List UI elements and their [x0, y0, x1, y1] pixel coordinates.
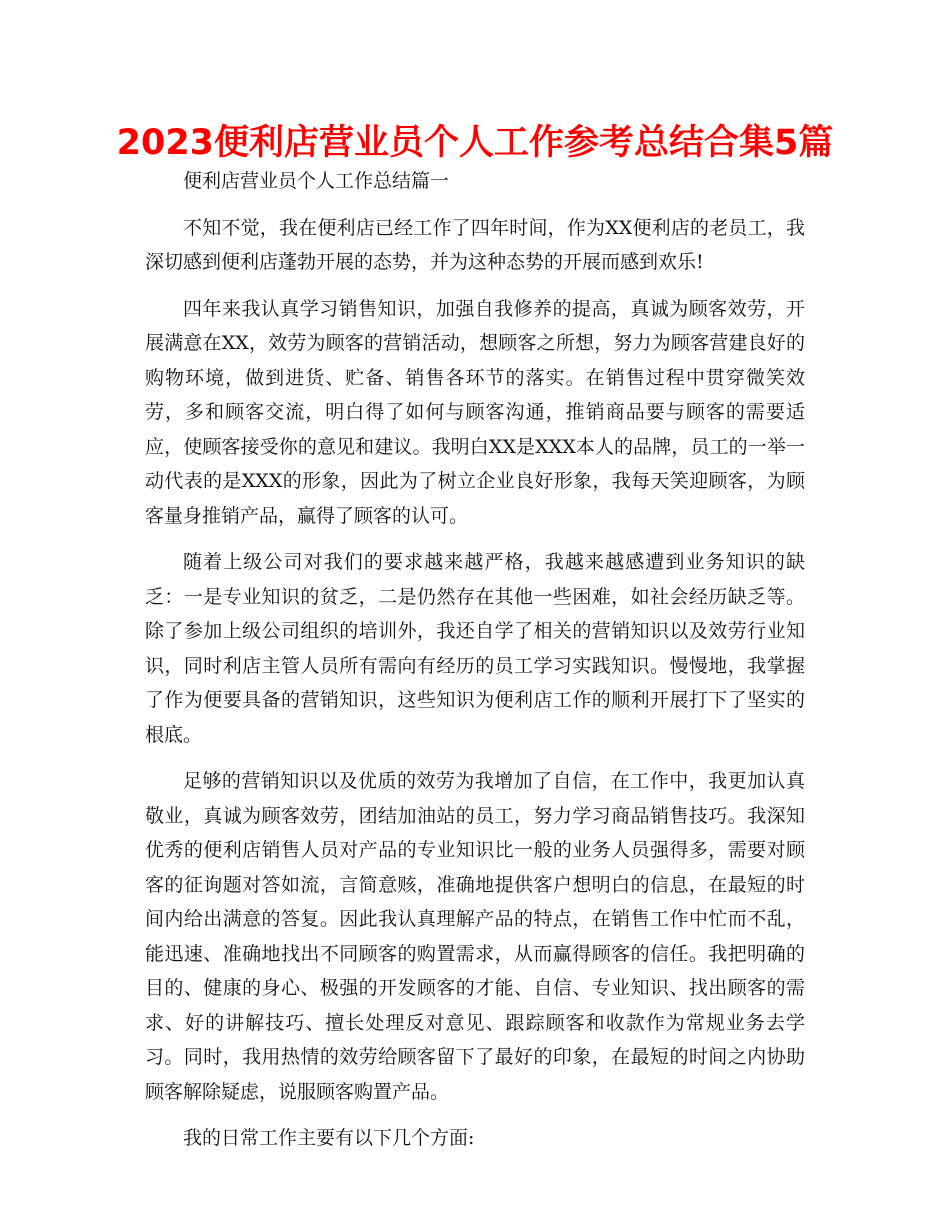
- document-body: [145, 164, 805, 1168]
- paragraph-service: 足够的营销知识以及优质的效劳为我增加了自信，在工作中，我更加认真敬业，真诚为顾客效劳，团结加油站的员工，努力学习商品销售技巧。我深知优秀的便利店销售人员对产品的专业知识比一般的业务人员强得多，需要对顾客的征询题对答如流，言简意赅，准确地提供客户想明白的信息，在最短的时间内给出满意的答复。因此我认真理解产品的特点，在销售工作中忙而不乱，能迅速、准确地找出不同顾客的购置需求，从而赢得顾客的信任。我把明确的目的、健康的身心、极强的开发顾客的才能、自信、专业知识、找出顾客的需求、好的讲解技巧、擅长处理反对意见、跟踪顾客和收款作为常规业务去学习。同时，我用热情的效劳给顾客留下了最好的印象，在最短的时间之内协助顾客解除疑虑，说服顾客购置产品。: [145, 770, 805, 1103]
- paragraph-knowledge: 随着上级公司对我们的要求越来越严格，我越来越感遭到业务知识的缺乏：一是专业知识的贫乏，二是仍然存在其他一些困难，如社会经历缺乏等。除了参加上级公司组织的培训外，我还自学了相关的营销知识以及效劳行业知识，同时利店主管人员所有需向有经历的员工学习实践知识。慢慢地，我掌握了作为便要具备的营销知识，这些知识为便利店工作的顺利开展打下了坚实的根底。: [145, 551, 805, 746]
- section-heading: 便利店营业员个人工作总结篇一: [183, 170, 450, 192]
- paragraph-intro: 不知不觉，我在便利店已经工作了四年时间，作为XX便利店的老员工，我深切感到便利店蓬勃开展的态势，并为这种态势的开展而感到欢乐!: [145, 216, 805, 273]
- paragraph-learning: 四年来我认真学习销售知识，加强自我修养的提高，真诚为顾客效劳，开展满意在XX，效劳为顾客的营销活动，想顾客之所想，努力为顾客营建良好的购物环境，做到进货、贮备、销售各环节的落实。在销售过程中贯穿微笑效劳，多和顾客交流，明白得了如何与顾客沟通，推销商品要与顾客的需要适应，使顾客接受你的意见和建议。我明白XX是XXX本人的品牌，员工的一举一动代表的是XXX的形象，因此为了树立企业良好形象，我每天笑迎顾客，为顾客量身推销产品，赢得了顾客的认可。: [145, 297, 805, 527]
- paragraph-daily-work: 我的日常工作主要有以下几个方面:: [183, 1127, 475, 1149]
- document-title: 2023便利店营业员个人工作参考总结合集5篇: [116, 123, 834, 163]
